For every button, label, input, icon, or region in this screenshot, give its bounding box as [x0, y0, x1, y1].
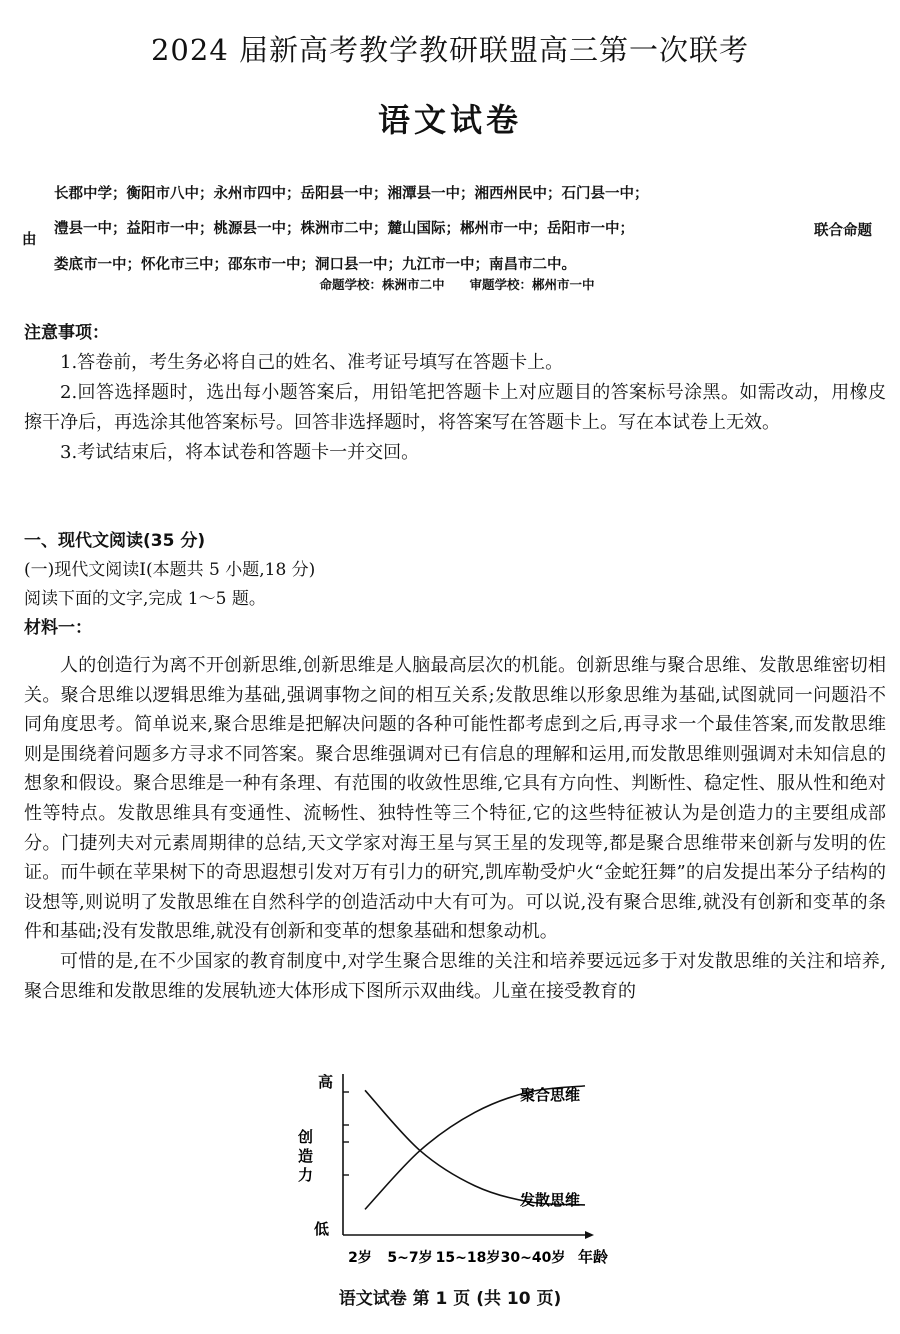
school-row-2: 澧县一中；益阳市一中；桃源县一中；株洲市二中；麓山国际；郴州市一中；岳阳市一中；	[54, 221, 634, 237]
school-row-3: 娄底市一中；怀化市三中；邵东市一中；洞口县一中；九江市一中；南昌市二中。	[54, 257, 576, 273]
chart-series	[365, 1086, 585, 1209]
y-tick-high: 高	[318, 1073, 334, 1091]
reading-passage	[24, 651, 886, 1006]
series-label: 发散思维	[520, 1191, 581, 1209]
notice-block	[24, 318, 886, 468]
x-tick-label: 30~40岁	[500, 1250, 566, 1266]
section-heading: 一、现代文阅读(35 分)	[24, 531, 206, 551]
section-header	[24, 527, 886, 643]
notice-item: 3.考试结束后，将本试卷和答题卡一并交回。	[60, 442, 420, 463]
reading-instruction: 阅读下面的文字,完成 1～5 题。	[24, 589, 266, 609]
subsection-heading: (一)现代文阅读Ⅰ(本题共 5 小题,18 分)	[24, 560, 316, 580]
subject-title: 语文试卷	[377, 101, 522, 139]
series-label: 聚合思维	[520, 1086, 581, 1104]
x-axis-arrow	[585, 1231, 594, 1239]
passage-paragraph: 可惜的是,在不少国家的教育制度中,对学生聚合思维的关注和培养要远远多于对发散思维的关注和培养,聚合思维和发散思维的发展轨迹大体形成下图所示双曲线。儿童在接受教育的	[24, 950, 886, 1002]
material-label: 材料一：	[24, 618, 92, 638]
x-tick-labels	[348, 1249, 565, 1266]
series-line	[365, 1090, 585, 1205]
x-axis-label: 年龄	[578, 1248, 609, 1266]
exam-title: 2024 届新高考教学教研联盟高三第一次联考	[150, 33, 750, 67]
proposition-schools: 命题学校：株洲市二中 审题学校：郴州市一中	[319, 277, 595, 292]
x-tick-label: 15~18岁	[435, 1250, 501, 1266]
x-tick-label: 2岁	[348, 1250, 372, 1266]
notice-heading: 注意事项：	[24, 323, 109, 343]
you-label: 由	[22, 232, 37, 248]
x-tick-label: 5~7岁	[387, 1250, 433, 1266]
joint-proposition-label: 联合命题	[814, 223, 872, 239]
notice-item: 1.答卷前，考生务必将自己的姓名、准考证号填写在答题卡上。	[60, 352, 564, 373]
notice-item: 2.回答选择题时，选出每小题答案后，用铅笔把答题卡上对应题目的答案标号涂黑。如需改动，用橡皮擦干净后，再选涂其他答案标号。回答非选择题时，将答案写在答题卡上。写在本试卷上无效。	[24, 382, 886, 433]
page-footer: 语文试卷 第 1 页 (共 10 页)	[338, 1289, 562, 1309]
y-tick-low: 低	[314, 1220, 330, 1238]
y-axis-label: 创造力	[298, 1128, 314, 1184]
school-row-1: 长郡中学；衡阳市八中；永州市四中；岳阳县一中；湘潭县一中；湘西州民中；石门县一中；	[54, 186, 649, 202]
creativity-chart	[280, 1062, 620, 1277]
passage-paragraph: 人的创造行为离不开创新思维,创新思维是人脑最高层次的机能。创新思维与聚合思维、发散思维密切相关。聚合思维以逻辑思维为基础,强调事物之间的相互关系;发散思维以形象思维为基础,试图就同一问题沿不同角度思考。简单说来,聚合思维是把解决问题的各种可能性都考虑到之后,再寻求一个最佳答案,而发散思维则是围绕着问题多方寻求不同答案。聚合思维强调对已有信息的理解和运用,而发散思维则强调对未知信息的想象和假设。聚合思维是一种有条理、有范围的收敛性思维,它具有方向性、判断性、稳定性、服从性和绝对性等特点。发散思维具有变通性、流畅性、独特性等三个特征,它的这些特征被认为是创造力的主要组成部分。门捷列夫对元素周期律的总结,天文学家对海王星与冥王星的发现等,都是聚合思维带来创新与发明的佐证。而牛顿在苹果树下的奇思遐想引发对万有引力的研究,凯库勒受炉火“金蛇狂舞”的启发提出苯分子结构的设想等,则说明了发散思维在自然科学的创造活动中大有可为。可以说,没有聚合思维,就没有创新和变革的条件和基础;没有发散思维,就没有创新和变革的想象基础和想象动机。	[24, 655, 886, 943]
